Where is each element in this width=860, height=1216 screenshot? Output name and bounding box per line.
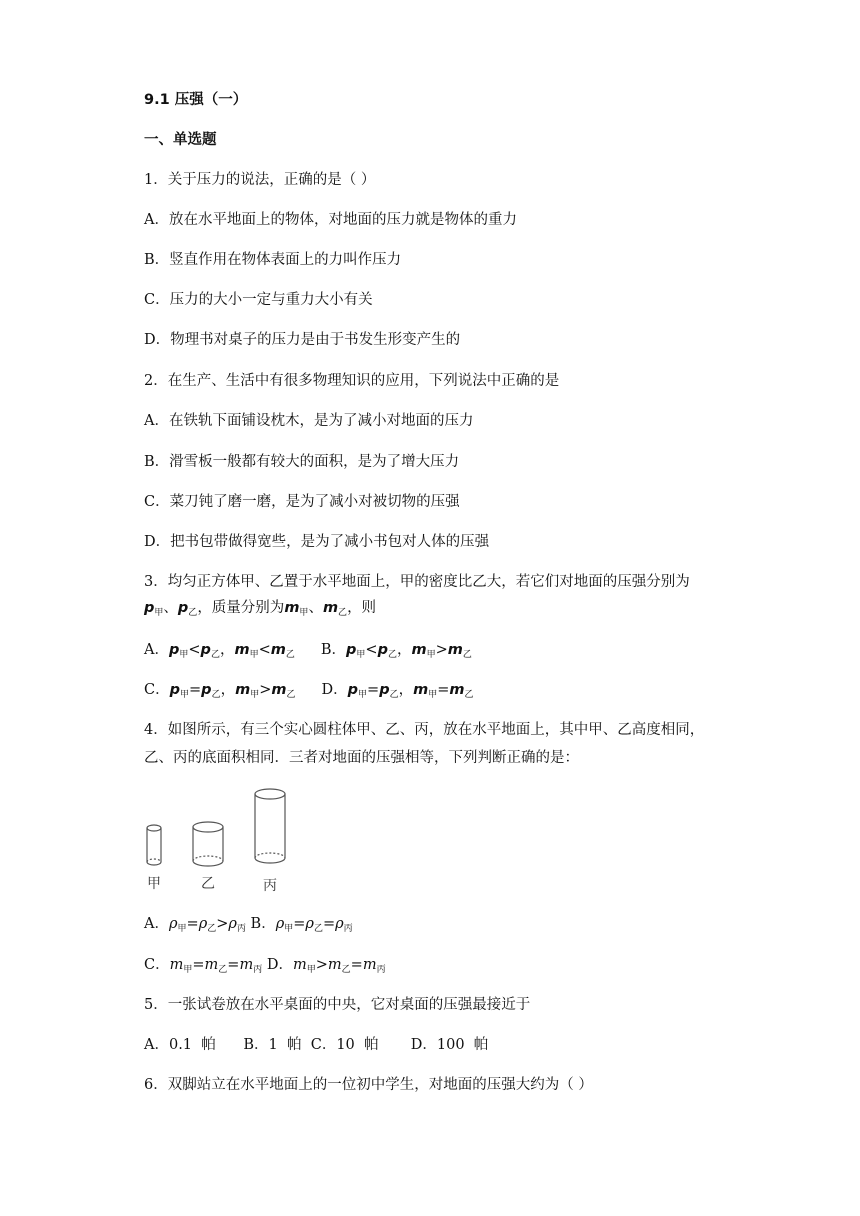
cylinders-figure: [142, 785, 302, 895]
question-2-option-b: B．滑雪板一般都有较大的面积，是为了增大压力: [144, 454, 460, 470]
question-5-options: A．0.1 帕 B．1 帕 C．10 帕 D．100 帕: [144, 1037, 489, 1053]
question-4-option-d: D．$m_甲>m_乙=m_丙$: [266, 957, 386, 975]
question-4-options-ab: [144, 914, 353, 939]
question-4-option-b: B．$\rho_甲=\rho_乙=\rho_丙$: [250, 916, 353, 934]
question-1-stem: 1．关于压力的说法，正确的是（ ）: [144, 172, 376, 188]
question-1-option-a: A．放在水平地面上的物体，对地面的压力就是物体的重力: [144, 212, 517, 228]
question-5-stem: 5．一张试卷放在水平桌面的中央，它对桌面的压强最接近于: [144, 997, 531, 1013]
question-3-option-b: B．$p_甲<p_乙$，$m_甲>m_乙$: [320, 642, 472, 660]
cylinder-yi: [193, 822, 223, 866]
question-2-option-d: D．把书包带做得宽些，是为了减小书包对人体的压强: [144, 534, 490, 550]
question-2-stem: 2．在生产、生活中有很多物理知识的应用，下列说法中正确的是: [144, 373, 560, 389]
question-1-option-c: C．压力的大小一定与重力大小有关: [144, 292, 373, 308]
label-jia: 甲: [147, 876, 161, 892]
question-6-stem: 6．双脚站立在水平地面上的一位初中学生，对地面的压强大约为（ ）: [144, 1077, 593, 1093]
cylinder-jia: [147, 825, 161, 865]
question-3-options-ab: [144, 640, 472, 665]
question-3-option-d: D．$p_甲=p_乙$，$m_甲=m_乙$: [321, 682, 474, 700]
question-4-stem-line2: 乙、丙的底面积相同．三者对地面的压强相等，下列判断正确的是：: [144, 750, 579, 766]
question-4-option-a: A．$\rho_甲=\rho_乙>\rho_丙$: [144, 916, 246, 934]
label-bing: 丙: [263, 878, 277, 894]
question-4-stem-line1: 4．如图所示，有三个实心圆柱体甲、乙、丙，放在水平地面上，其中甲、乙高度相同，: [144, 722, 705, 738]
question-2-option-a: A．在铁轨下面铺设枕木，是为了减小对地面的压力: [144, 413, 474, 429]
question-4-option-c: C．$m_甲=m_乙=m_丙$: [144, 957, 263, 975]
question-3-stem-line1: 3．均匀正方体甲、乙置于水平地面上，甲的密度比乙大，若它们对地面的压强分别为: [144, 574, 690, 590]
cylinders-drawing: [142, 785, 302, 895]
question-3-options-cd: [144, 680, 474, 705]
section-heading: 一、单选题: [144, 132, 217, 148]
question-1-option-b: B．竖直作用在物体表面上的力叫作压力: [144, 252, 402, 268]
document-title: 9.1 压强（一）: [144, 92, 248, 108]
question-3-option-c: C．$p_甲=p_乙$，$m_甲>m_乙$: [144, 682, 296, 700]
question-1-option-d: D．物理书对桌子的压力是由于书发生形变产生的: [144, 332, 461, 348]
question-2-option-c: C．菜刀钝了磨一磨，是为了减小对被切物的压强: [144, 494, 460, 510]
cylinder-bing: [255, 789, 285, 863]
question-3-option-a: A．$p_甲<p_乙$，$m_甲<m_乙$: [144, 642, 295, 660]
question-3-stem-line2: $p_甲$、$p_乙$，质量分别为$m_甲$、$m_乙$，则: [144, 600, 377, 618]
label-yi: 乙: [201, 876, 215, 892]
question-4-options-cd: [144, 955, 386, 980]
